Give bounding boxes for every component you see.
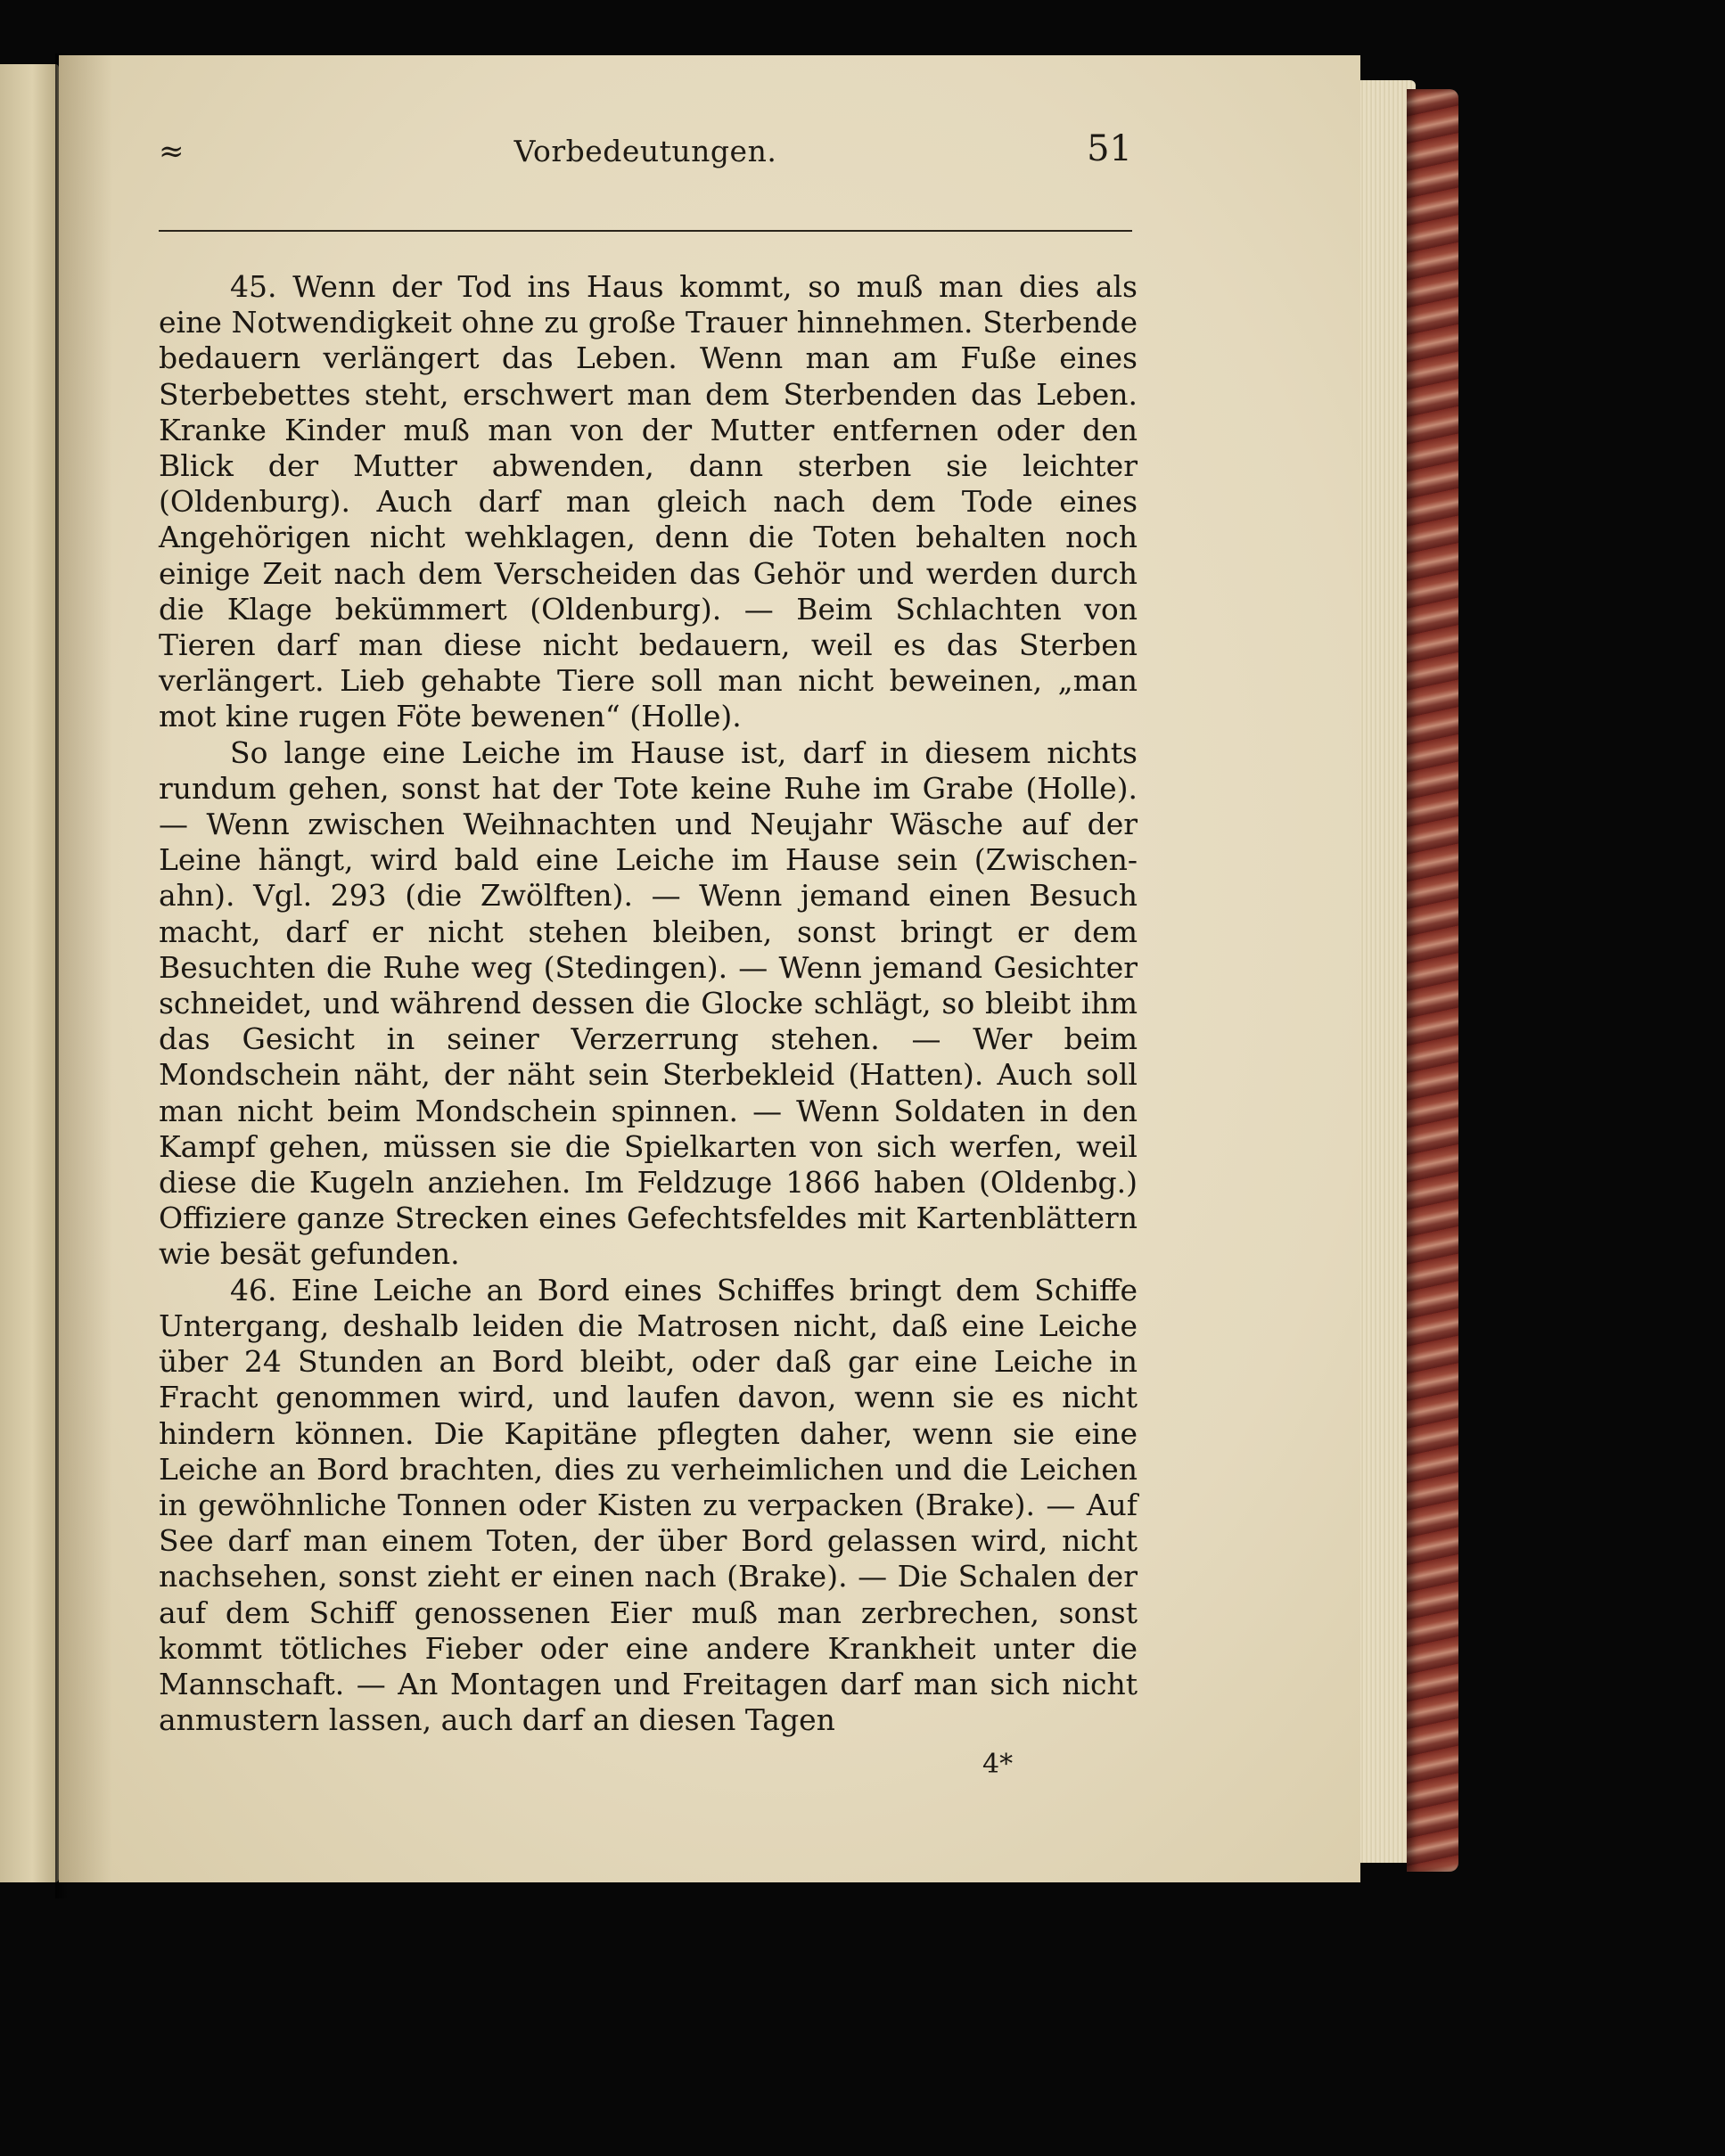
- page-number: 51: [1087, 128, 1132, 169]
- paragraph-46: 46. Eine Leiche an Bord eines Schiffes bringt dem Schiffe Untergang, deshalb leiden die Matrosen nicht, daß eine Leiche über 24 Stunden an Bord bleibt, oder daß gar eine Leiche in Fracht genommen wird, und laufen davon, wenn sie es nicht hindern können. Die Kapitäne pflegten daher, wenn sie eine Leiche an Bord brachten, dies zu verheimlichen und die Leichen in gewöhnliche Tonnen oder Kisten zu verpacken (Brake). — Auf See darf man einem Toten, der über Bord gelassen wird, nicht nachsehen, sonst zieht er einen nach (Brake). — Die Schalen der auf dem Schiff genossenen Eier muß man zerbrechen, sonst kommt tötliches Fieber oder eine andere Krankheit unter die Mannschaft. — An Montagen und Freitagen darf man sich nicht anmustern lassen, auch darf an diesen Tagen: [159, 1272, 1138, 1738]
- body-text: [159, 269, 1138, 1738]
- gutter-shade: [59, 55, 112, 1882]
- facing-page-edge: [0, 64, 59, 1882]
- paragraph-45-part-2: So lange eine Leiche im Hause ist, darf in diesem nichts rundum gehen, sonst hat der Tote keine Ruhe im Grabe (Holle). — Wenn zwischen Weihnachten und Neujahr Wäsche auf der Leine hängt, wird bald eine Leiche im Hause sein (Zwischenahn). Vgl. 293 (die Zwölften). — Wenn jemand einen Besuch macht, darf er nicht stehen bleiben, sonst bringt er dem Besuchten die Ruhe weg (Stedingen). — Wenn jemand Gesichter schneidet, und während dessen die Glocke schlägt, so bleibt ihm das Gesicht in seiner Verzerrung stehen. — Wer beim Mondschein näht, der näht sein Sterbekleid (Hatten). Auch soll man nicht beim Mondschein spinnen. — Wenn Soldaten in den Kampf gehen, müssen sie die Spielkarten von sich werfen, weil diese die Kugeln anziehen. Im Feldzuge 1866 haben (Oldenbg.) Offiziere ganze Strecken eines Gefechtsfeldes mit Kartenblättern wie besät gefunden.: [159, 734, 1138, 1272]
- header-rule: [159, 230, 1132, 232]
- running-title: Vorbedeutungen.: [513, 134, 777, 168]
- page-header: [159, 125, 1132, 178]
- paragraph-45-part-1: 45. Wenn der Tod ins Haus kommt, so muß man dies als eine Notwendigkeit ohne zu große Trauer hinnehmen. Sterbende bedauern verlängert das Leben. Wenn man am Fuße eines Sterbebettes steht, erschwert man dem Sterbenden das Leben. Kranke Kinder muß man von der Mutter entfernen oder den Blick der Mutter abwenden, dann sterben sie leichter (Oldenburg). Auch darf man gleich nach dem Tode eines Angehörigen nicht wehklagen, denn die Toten behalten noch einige Zeit nach dem Verscheiden das Gehör und werden durch die Klage bekümmert (Oldenburg). — Beim Schlachten von Tieren darf man diese nicht bedauern, weil es das Sterben verlängert. Lieb gehabte Tiere soll man nicht beweinen, „man mot kine rugen Föte bewenen“ (Holle).: [159, 269, 1138, 734]
- marbled-cover: [1407, 89, 1458, 1872]
- signature-mark: 4*: [982, 1749, 1014, 1780]
- header-mark: ≈: [159, 134, 185, 169]
